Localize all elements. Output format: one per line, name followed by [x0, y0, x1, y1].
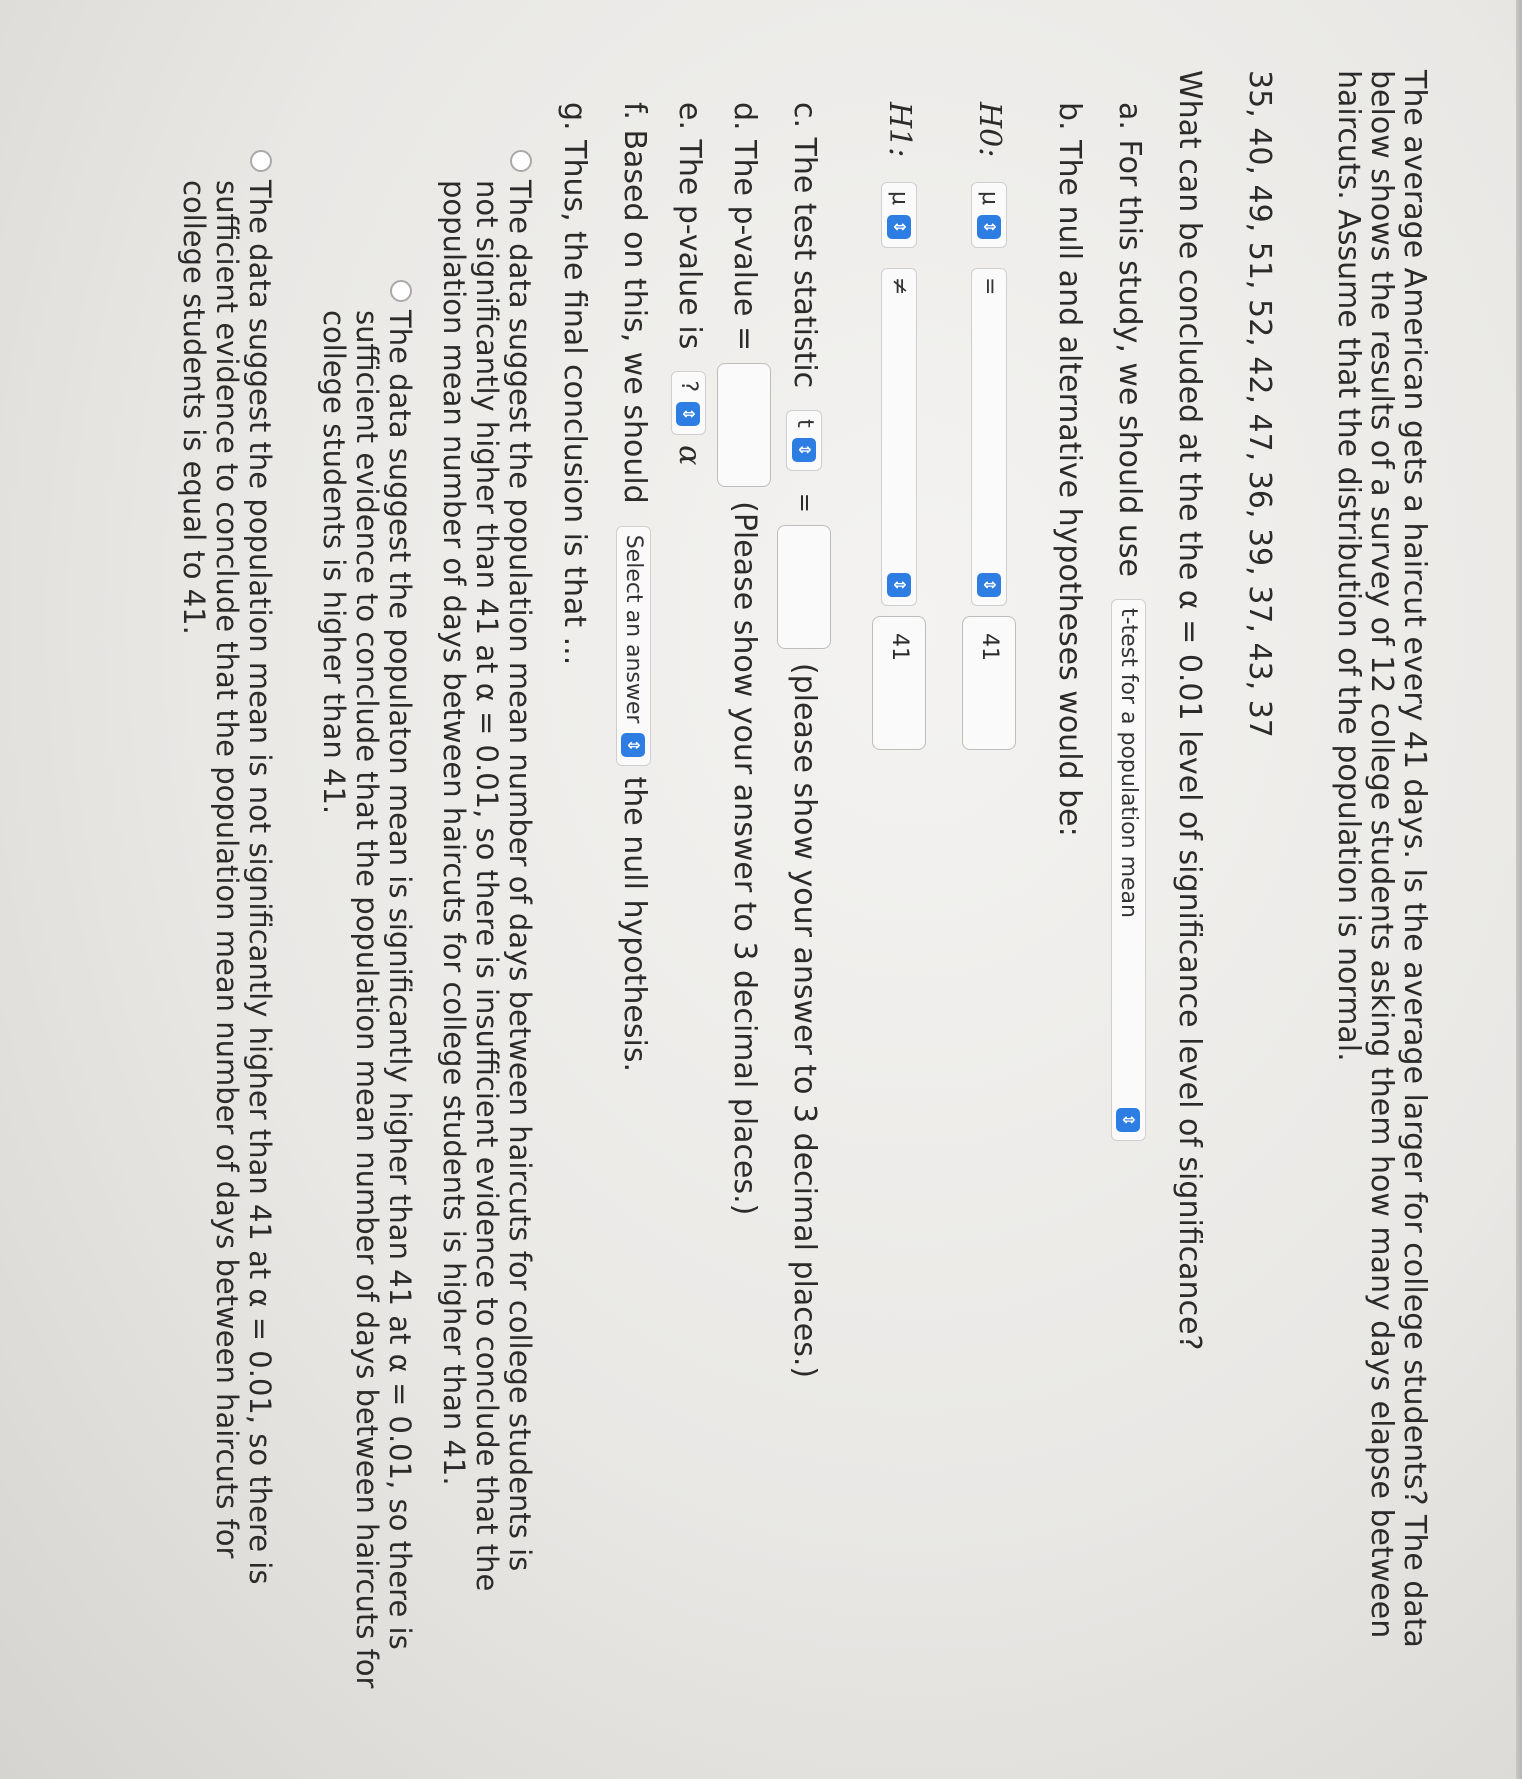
- part-g-label: g. Thus, the final conclusion is that ...: [557, 101, 592, 665]
- part-g: [557, 102, 592, 665]
- chevron-updown-icon: ⇕: [676, 402, 700, 426]
- test-type-select[interactable]: [1111, 598, 1146, 1140]
- monitor-edge: [1516, 0, 1522, 1779]
- h1-op: ≠: [886, 276, 912, 295]
- conclusion-option-3[interactable]: [177, 180, 276, 1600]
- test-type-value: t-test for a population mean: [1116, 607, 1141, 918]
- decision-select[interactable]: [616, 525, 651, 766]
- h0-param-select[interactable]: [971, 182, 1006, 248]
- alpha-symbol: α: [671, 444, 707, 465]
- part-f: [616, 102, 651, 1072]
- chevron-updown-icon: ⇕: [621, 733, 645, 757]
- h0-op-select[interactable]: [971, 268, 1006, 606]
- part-c-hint: (please show your answer to 3 decimal places.): [787, 662, 823, 1378]
- part-e-label: e. The p-value is: [671, 101, 707, 349]
- conclusion-option-text: The data suggest the population mean number of days between haircuts for college students is not significantly higher than 41 at α = 0.01, so there is insufficient evidence to conclude that the population mean number of days between haircuts for college students is higher than 41.: [437, 179, 537, 1591]
- part-b-label: b. The null and alternative hypotheses would be:: [1052, 101, 1087, 837]
- part-d: [717, 102, 771, 1215]
- chevron-updown-icon: ⇕: [887, 573, 911, 597]
- chevron-updown-icon: ⇕: [977, 215, 1001, 239]
- problem-statement: The average American gets a haircut every 41 days. Is the average larger for college students? The data below shows the results of a survey of 12 college students asking them how many days elapse between haircuts. Assume that the distribution of the population is normal.: [1331, 69, 1432, 1648]
- radio-button[interactable]: [250, 150, 272, 172]
- part-d-hint: (Please show your answer to 3 decimal places.): [727, 500, 763, 1215]
- part-f-suffix: the null hypothesis.: [616, 775, 652, 1072]
- h1-label: H1:: [882, 101, 918, 157]
- p-compare-select[interactable]: [671, 371, 706, 435]
- part-d-label: d. The p-value =: [727, 101, 763, 351]
- part-e: [671, 102, 706, 465]
- h0-row: [962, 102, 1016, 750]
- question-text: What can be concluded at the the α = 0.01 level of significance level of significance?: [1172, 69, 1207, 1350]
- p-value-input[interactable]: [717, 363, 771, 487]
- h1-param: μ: [886, 190, 912, 205]
- data-values: 35, 40, 49, 51, 52, 42, 47, 36, 39, 37, 43, 37: [1242, 69, 1277, 738]
- part-f-label: f. Based on this, we should: [616, 101, 652, 504]
- chevron-updown-icon: ⇕: [792, 437, 816, 461]
- h1-row: [872, 102, 926, 750]
- h0-param: μ: [976, 190, 1002, 205]
- radio-button[interactable]: [510, 150, 532, 172]
- conclusion-option-2[interactable]: [317, 310, 416, 1730]
- h1-value-input[interactable]: 41: [872, 616, 926, 750]
- chevron-updown-icon: ⇕: [887, 215, 911, 239]
- h0-value-input[interactable]: 41: [962, 616, 1016, 750]
- equals-sign: =: [790, 492, 819, 513]
- p-compare-value: ?: [676, 379, 701, 392]
- part-c: [777, 102, 831, 1378]
- h0-label: H0:: [972, 101, 1008, 157]
- conclusion-option-text: The data suggest the populaton mean is significantly higher than 41 at α = 0.01, so there is sufficient evidence to conclude that the population mean number of days between haircuts for college students is higher than 41.: [317, 309, 417, 1688]
- conclusion-option-1[interactable]: [437, 180, 536, 1600]
- h1-param-select[interactable]: [881, 182, 916, 248]
- h0-op: =: [976, 276, 1002, 295]
- decision-value: Select an answer: [621, 534, 646, 723]
- chevron-updown-icon: ⇕: [977, 573, 1001, 597]
- radio-button[interactable]: [390, 280, 412, 302]
- part-a-label: a. For this study, we should use: [1111, 101, 1147, 577]
- statistic-select[interactable]: [786, 410, 821, 471]
- conclusion-option-text: The data suggest the population mean is not significantly higher than 41 at α = 0.01, so there is sufficient evidence to conclude that the population mean number of days between haircuts for college students is equal to 41.: [177, 179, 277, 1584]
- part-c-label: c. The test statistic: [787, 101, 823, 388]
- h1-op-select[interactable]: [881, 268, 916, 606]
- chevron-updown-icon: ⇕: [1116, 1107, 1140, 1131]
- part-a: [1111, 102, 1146, 1151]
- question-page: [51, 10, 1471, 1770]
- part-b: [1052, 102, 1087, 837]
- test-statistic-input[interactable]: [777, 524, 831, 648]
- statistic-value: t: [791, 418, 817, 428]
